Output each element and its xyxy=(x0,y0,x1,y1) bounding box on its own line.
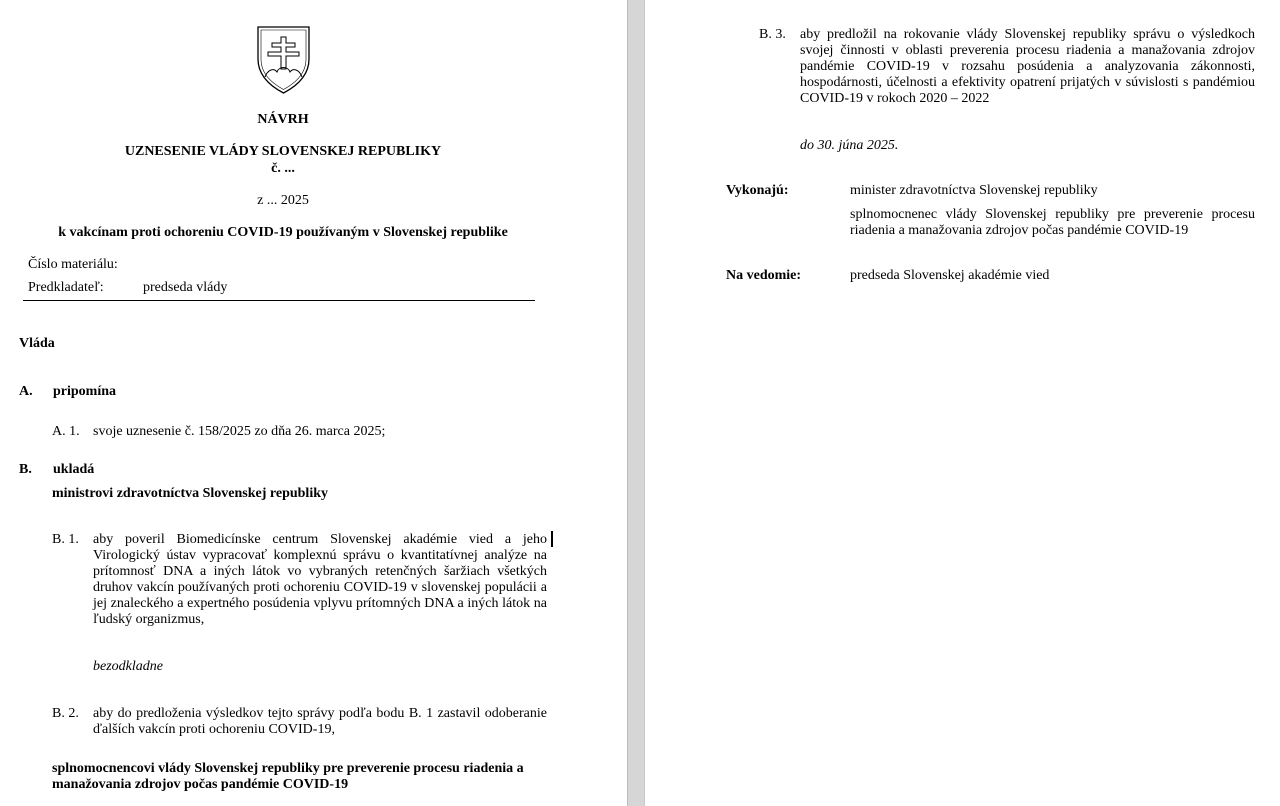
government-label: Vláda xyxy=(19,336,55,351)
submitter-value: predseda vlády xyxy=(143,280,228,295)
executors-label: Vykonajú: xyxy=(726,183,789,198)
informed-item: predseda Slovenskej akadémie vied xyxy=(850,268,1050,283)
header-divider xyxy=(23,300,535,301)
document-page-left xyxy=(0,0,627,806)
section-a-letter: A. xyxy=(19,384,33,399)
item-b3-number: B. 3. xyxy=(759,27,786,42)
page-gutter xyxy=(627,0,645,806)
item-b1-deadline: bezodkladne xyxy=(93,659,163,674)
document-title: NÁVRH xyxy=(257,112,309,127)
resolution-number: č. ... xyxy=(271,161,295,176)
section-b-verb: ukladá xyxy=(53,462,95,477)
informed-label: Na vedomie: xyxy=(726,268,802,283)
item-b1-number: B. 1. xyxy=(52,532,79,547)
item-a1-number: A. 1. xyxy=(52,424,80,439)
state-coat-of-arms-icon xyxy=(255,25,312,95)
submitter-label: Predkladateľ: xyxy=(28,280,104,295)
executor-item: splnomocnenec vlády Slovenskej republiky pre preverenie procesu riadenia a manažovania zdrojov počas pandémie COVID-19 xyxy=(850,207,1255,238)
item-b2-text: aby do predloženia výsledkov tejto správy podľa bodu B. 1 zastavil odoberanie ďalších vakcín proti ochoreniu COVID-19, xyxy=(93,706,547,737)
section-b-recipient: ministrovi zdravotníctva Slovenskej republiky xyxy=(52,486,329,501)
item-b2-number: B. 2. xyxy=(52,706,79,721)
document-page-right xyxy=(645,0,1280,806)
material-number-label: Číslo materiálu: xyxy=(28,257,118,272)
item-b3-deadline: do 30. júna 2025. xyxy=(800,138,899,153)
section-b-letter: B. xyxy=(19,462,32,477)
section-a-verb: pripomína xyxy=(53,384,117,399)
executor-item: minister zdravotníctva Slovenskej republiky xyxy=(850,183,1098,198)
resolution-heading: UZNESENIE VLÁDY SLOVENSKEJ REPUBLIKY xyxy=(124,144,442,159)
resolution-subject: k vakcínam proti ochoreniu COVID-19 používaným v Slovenskej republike xyxy=(58,225,508,240)
resolution-date: z ... 2025 xyxy=(257,193,309,208)
item-b1-text[interactable]: aby poveril Biomedicínske centrum Slovenskej akadémie vied a jeho Virologický ústav vypracovať komplexnú správu o kvantitatívnej analýze na prítomnosť DNA a iných látok vo vybraných retenčných šaržiach všetkých druhov vakcín používaných proti ochoreniu COVID-19 v slovenskej populácii a jej znaleckého a expertného posúdenia vplyvu prítomných DNA a iných látok na ľudský organizmus, xyxy=(93,532,547,627)
section-b-recipient-2: splnomocnencovi vlády Slovenskej republiky pre preverenie procesu riadenia a manažovania zdrojov počas pandémie COVID-19 xyxy=(52,761,524,792)
item-b3-text: aby predložil na rokovanie vlády Slovenskej republiky správu o výsledkoch svojej činnosti v oblasti preverenia procesu riadenia a manažovania zdrojov pandémie COVID-19 v rozsahu posúdenia a analyzovania zákonnosti, hospodárnosti, účelnosti a efektivity opatrení prijatých v súvislosti s pandémiou COVID-19 v rokoch 2020 – 2022 xyxy=(800,27,1255,106)
text-cursor xyxy=(551,531,553,547)
item-a1-text: svoje uznesenie č. 158/2025 zo dňa 26. marca 2025; xyxy=(93,424,386,439)
